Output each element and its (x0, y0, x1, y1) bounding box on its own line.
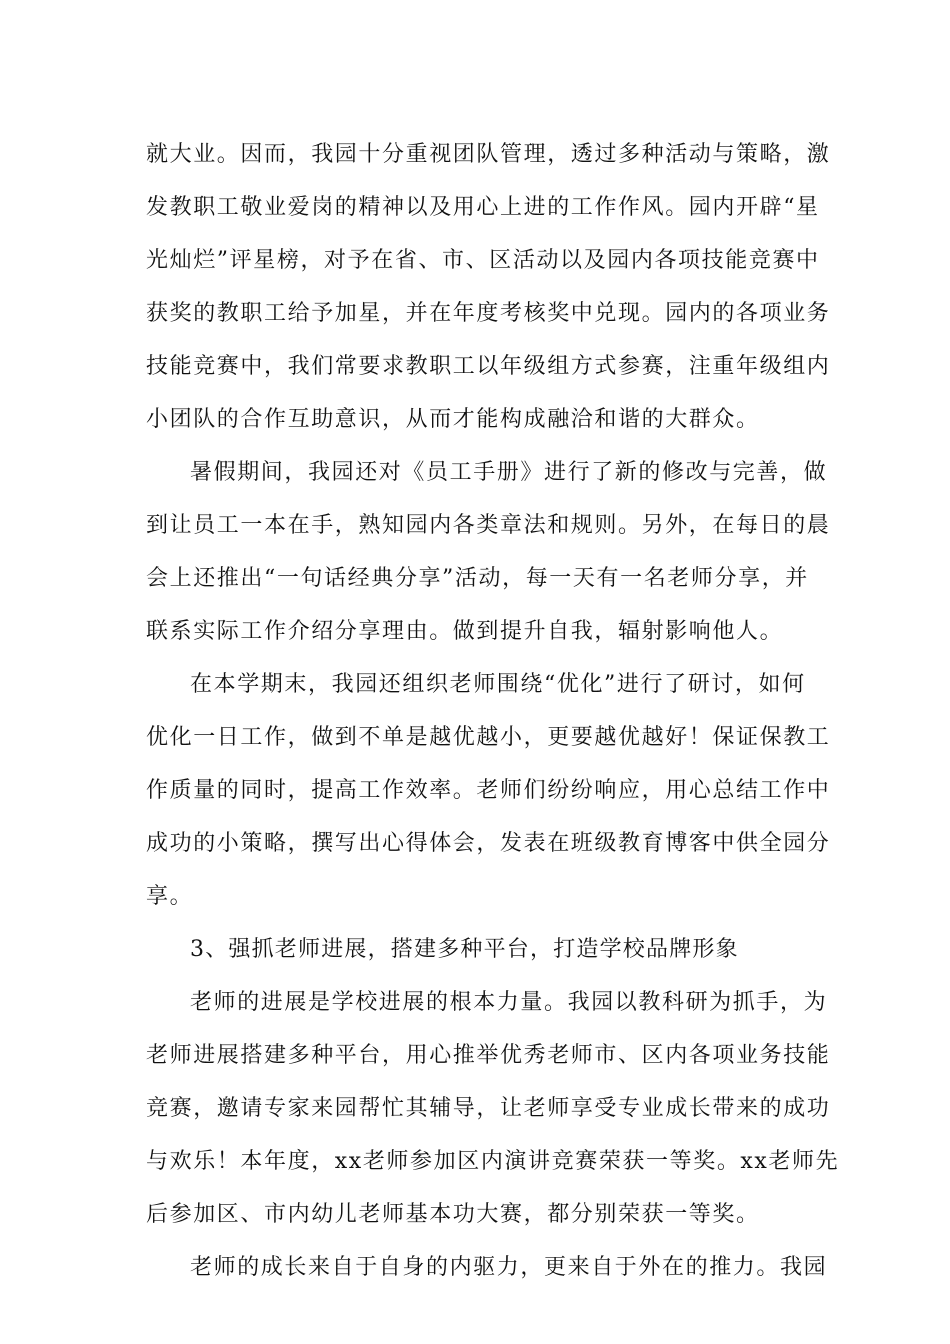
text-line: 享。 (146, 884, 194, 909)
text-line: 技能竞赛中，我们常要求教职工以年级组方式参赛，注重年级组内 (146, 354, 831, 379)
section-heading (146, 923, 836, 976)
paragraph (146, 658, 836, 923)
text-line: 在本学期末，我园还组织老师围绕“优化”进行了研讨，如何 (190, 672, 806, 697)
text-line: 联系实际工作介绍分享理由。做到提升自我，辐射影响他人。 (146, 619, 784, 644)
text-line: 老师进展搭建多种平台，用心推举优秀老师市、区内各项业务技能 (146, 1043, 831, 1068)
text-line: 暑假期间，我园还对《员工手册》进行了新的修改与完善，做 (190, 460, 828, 485)
paragraph (146, 446, 836, 658)
paragraph (146, 128, 836, 446)
text-line: 到让员工一本在手，熟知园内各类章法和规则。另外，在每日的晨 (146, 513, 831, 538)
document-body (146, 128, 840, 1294)
text-line: 后参加区、市内幼儿老师基本功大赛，都分别荣获一等奖。 (146, 1202, 760, 1227)
heading-text: 3、强抓老师进展，搭建多种平台，打造学校品牌形象 (190, 937, 739, 962)
text-line: 获奖的教职工给予加星，并在年度考核奖中兑现。园内的各项业务 (146, 301, 831, 326)
text-line: 优化一日工作，做到不单是越优越小，更要越优越好！保证保教工 (146, 725, 831, 750)
text-line: 成功的小策略，撰写出心得体会，发表在班级教育博客中供全园分 (146, 831, 831, 856)
text-line: 竞赛，邀请专家来园帮忙其辅导，让老师享受专业成长带来的成功 (146, 1096, 831, 1121)
text-line: 老师的进展是学校进展的根本力量。我园以教科研为抓手，为 (190, 990, 828, 1015)
text-line: 老师的成长来自于自身的内驱力，更来自于外在的推力。我园 (190, 1255, 828, 1280)
paragraph (146, 976, 840, 1241)
text-line: 就大业。因而，我园十分重视团队管理，透过多种活动与策略，激 (146, 142, 831, 167)
text-line: 会上还推出“一句话经典分享”活动，每一天有一名老师分享，并 (146, 566, 809, 591)
text-line: 与欢乐！本年度，xx老师参加区内演讲竞赛荣获一等奖。xx老师先 (146, 1149, 840, 1174)
text-line: 发教职工敬业爱岗的精神以及用心上进的工作作风。园内开辟“星 (146, 195, 820, 220)
text-line: 作质量的同时，提高工作效率。老师们纷纷响应，用心总结工作中 (146, 778, 831, 803)
paragraph (146, 1241, 836, 1294)
text-line: 小团队的合作互助意识，从而才能构成融洽和谐的大群众。 (146, 407, 760, 432)
text-line: 光灿烂”评星榜，对予在省、市、区活动以及园内各项技能竞赛中 (146, 248, 820, 273)
